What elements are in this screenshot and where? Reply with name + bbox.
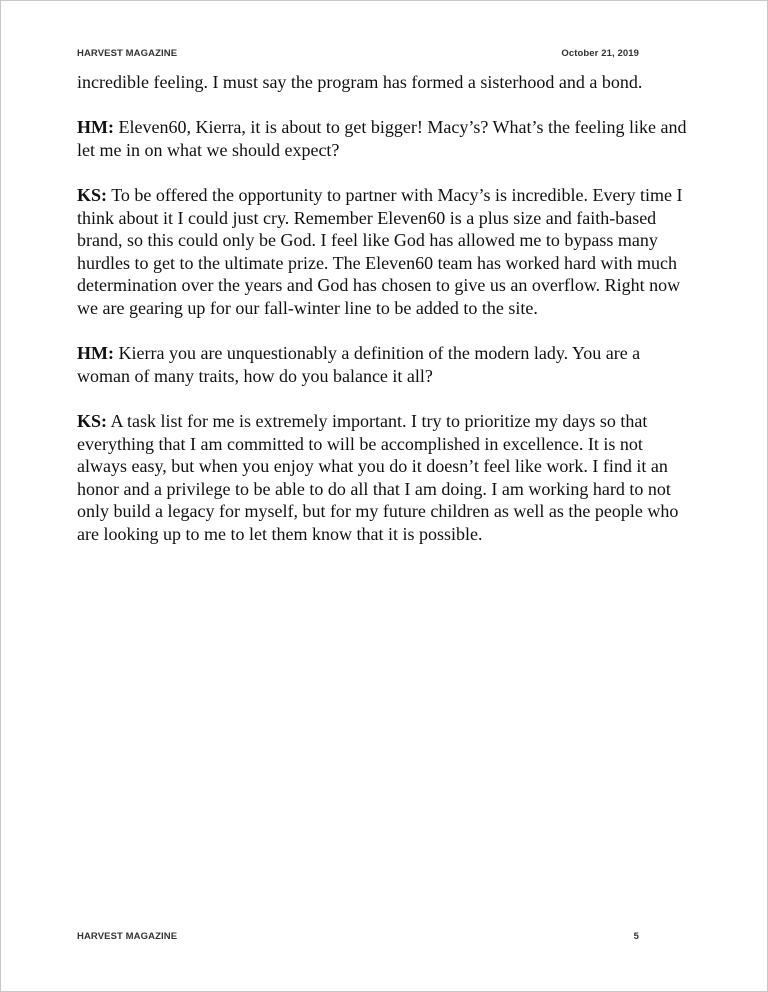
- paragraph-question: [77, 342, 697, 387]
- header-publication-name: HARVEST MAGAZINE: [77, 48, 178, 59]
- paragraph-answer: [77, 410, 697, 546]
- paragraph-text: Kierra you are unquestionably a definition of the modern lady. You are a woman of many traits, how do you balance it all?: [77, 343, 641, 386]
- page-header: [77, 48, 639, 59]
- header-date: October 21, 2019: [561, 48, 639, 59]
- speaker-label: HM:: [77, 343, 114, 364]
- paragraph-continuation: [77, 71, 697, 94]
- paragraph-question: [77, 116, 697, 161]
- page-footer: [77, 931, 639, 942]
- paragraph-answer: [77, 184, 697, 320]
- speaker-label: KS:: [77, 184, 108, 205]
- paragraph-text: incredible feeling. I must say the program has formed a sisterhood and a bond.: [77, 72, 643, 92]
- speaker-label: KS:: [77, 410, 108, 431]
- page-number: 5: [633, 931, 639, 942]
- paragraph-text: Eleven60, Kierra, it is about to get bigger! Macy’s? What’s the feeling like and let me in on what we should expect?: [77, 117, 687, 160]
- article-body: [77, 71, 697, 568]
- paragraph-text: A task list for me is extremely important. I try to prioritize my days so that everything that I am committed to will be accomplished in excellence. It is not always easy, but when you enjoy what you do it doesn’t feel like work. I find it an honor and a privilege to be able to do all that I am doing. I am working hard to not only build a legacy for myself, but for my future children as well as the people who are looking up to me to let them know that it is possible.: [77, 410, 679, 544]
- paragraph-text: To be offered the opportunity to partner with Macy’s is incredible. Every time I think about it I could just cry. Remember Eleven60 is a plus size and faith-based brand, so this could only be God. I feel like God has allowed me to bypass many hurdles to get to the ultimate prize. The Eleven60 team has worked hard with much determination over the years and God has chosen to give us an overflow. Right now we are gearing up for our fall-winter line to be added to the site.: [77, 184, 683, 318]
- footer-publication-name: HARVEST MAGAZINE: [77, 931, 178, 942]
- speaker-label: HM:: [77, 117, 114, 138]
